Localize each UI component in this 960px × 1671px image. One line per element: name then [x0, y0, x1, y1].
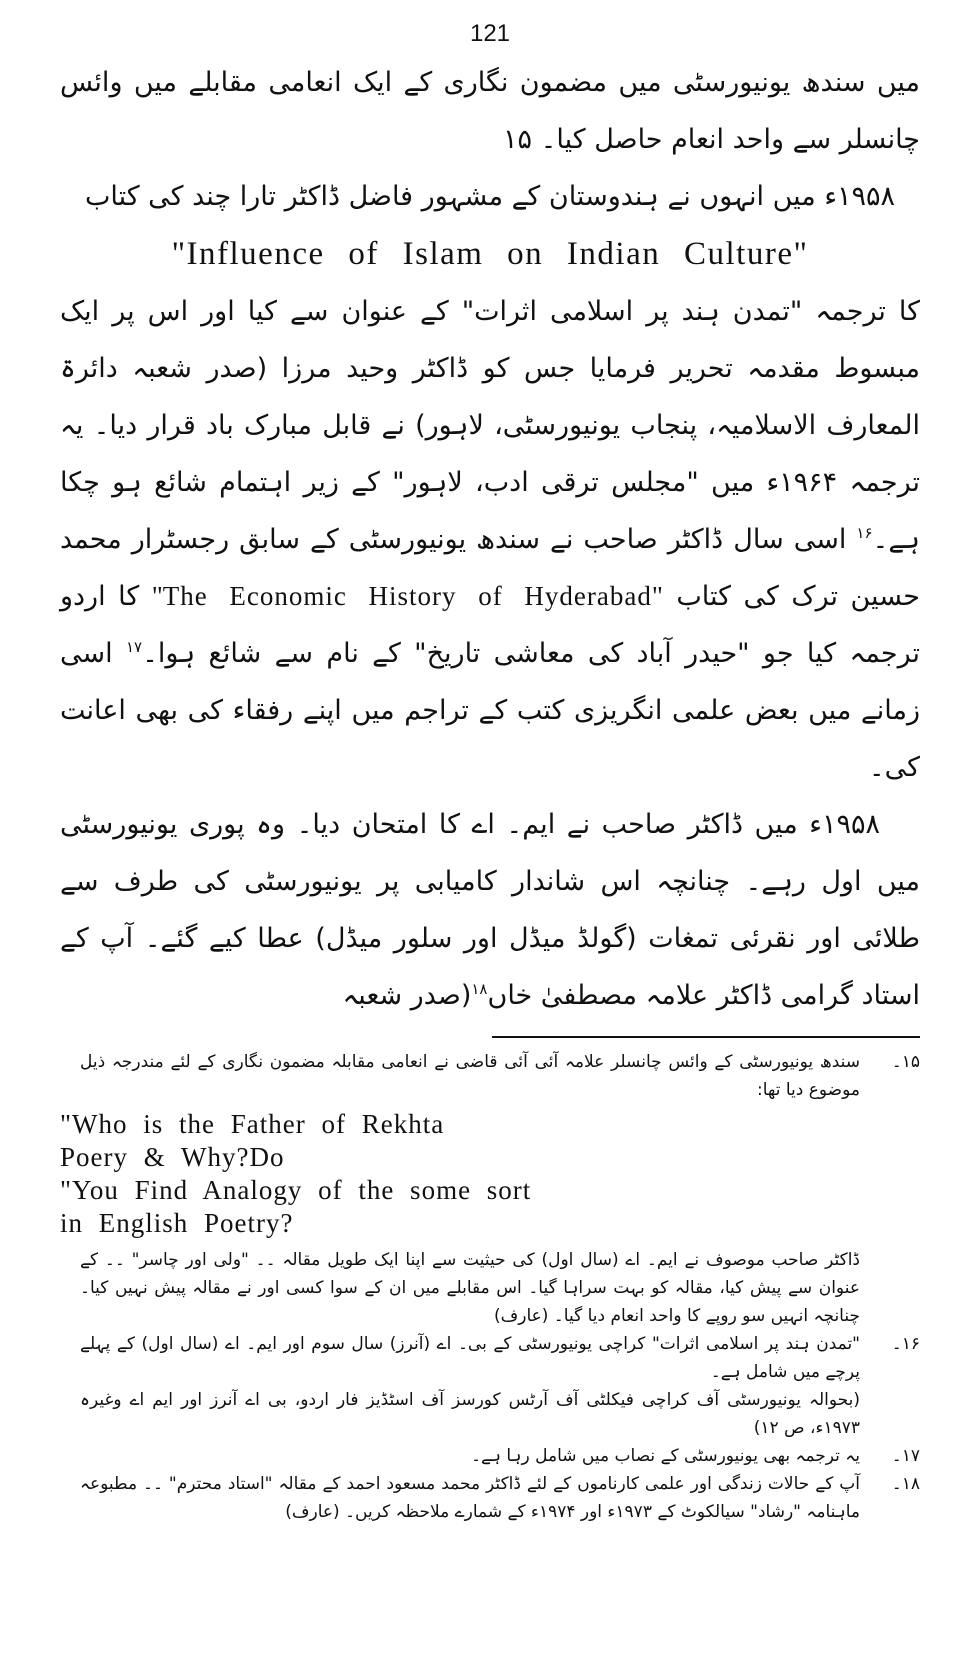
paragraph-1-text: میں سندھ یونیورسٹی میں مضمون نگاری کے ایک انعامی مقابلے میں وائس چانسلر سے واحد انعام حاصل کیا۔	[60, 67, 920, 155]
paragraph-3-text: کا ترجمہ "تمدن ہند پر اسلامی اثرات" کے عنوان سے کیا اور اس پر ایک مبسوط مقدمہ تحریر فرمایا جس کو ڈاکٹر وحید مرزا (صدر شعبہ دائرۃ المعارف الاسلامیہ، پنجاب یونیورسٹی، لاہور) نے قابل مبارک باد قرار دیا۔ یہ ترجمہ ۱۹۶۴ء میں "مجلس ترقی ادب، لاہور" کے زیر اہتمام شائع ہو چکا ہے۔	[60, 296, 920, 555]
footnote-15-english-topic	[60, 1108, 920, 1240]
footnote-16	[60, 1330, 920, 1386]
footnote-16-citation: (بحوالہ یونیورسٹی آف کراچی فیکلٹی آف آرٹس کورسز آف اسٹڈیز فار اردو، بی اے آنرز اور ایم اے وغیرہ ۱۹۷۳ء، ص ۱۲)	[80, 1390, 860, 1438]
paragraph-3b-text: اسی سال ڈاکٹر صاحب نے سندھ یونیورسٹی کے سابق رجسٹرار محمد حسین ترک کی کتاب	[60, 524, 920, 612]
english-topic-line: "You Find Analogy of the some sort	[60, 1175, 532, 1205]
footnote-number: ۱۷۔	[891, 1446, 920, 1466]
paragraph-3	[60, 283, 920, 796]
paragraph-4-end: (صدر شعبہ	[342, 980, 472, 1011]
paragraph-3c-text: کا اردو ترجمہ کیا جو "حیدر آباد کی معاشی تاریخ" کے نام سے شائع ہوا۔	[60, 581, 920, 669]
footnote-17	[60, 1442, 920, 1470]
footnote-text: سندھ یونیورسٹی کے وائس چانسلر علامہ آئی آئی قاضی نے انعامی مقابلہ مضمون نگاری کے لئے مندرجہ ذیل موضوع دیا تھا:	[80, 1052, 860, 1100]
footnote-text: "تمدن ہند پر اسلامی اثرات" کراچی یونیورسٹی کے بی۔ اے (آنرز) سال سوم اور ایم۔ اے (سال اول) کے پہلے پرچے میں شامل ہے۔	[80, 1334, 860, 1382]
book-title-english-2: "The Economic History of Hyderabad"	[151, 581, 664, 611]
english-topic-line: in English Poetry?	[60, 1208, 294, 1238]
footnote-15	[60, 1048, 920, 1104]
page-number: 121	[469, 20, 511, 47]
footnotes	[60, 1048, 920, 1526]
footnote-18	[60, 1470, 920, 1526]
english-topic-line: "Who is the Father of Rekhta	[60, 1109, 445, 1139]
footnote-number: ۱۵۔	[891, 1052, 920, 1072]
footnote-number: ۱۶۔	[891, 1334, 920, 1354]
footnote-ref-16: ۱۶	[856, 524, 873, 542]
paragraph-4-text: ۱۹۵۸ء میں ڈاکٹر صاحب نے ایم۔ اے کا امتحان دیا۔ وہ پوری یونیورسٹی میں اول رہے۔ چنانچہ اس شاندار کامیابی پر یونیورسٹی کی طرف سے طلائی اور نقرئی تمغات (گولڈ میڈل اور سلور میڈل) عطا کیے گئے۔ آپ کے استاد گرامی ڈاکٹر علامہ مصطفیٰ خاں	[60, 809, 920, 1011]
paragraph-3d-text: اسی زمانے میں بعض علمی انگریزی کتب کے تراجم میں اپنے رفقاء کی بھی اعانت کی۔	[60, 638, 920, 783]
footnote-text: آپ کے حالات زندگی اور علمی کارناموں کے لئے ڈاکٹر محمد مسعود احمد کے مقالہ "استاد محترم" ۔۔ مطبوعہ ماہنامہ "رشاد" سیالکوٹ کے ۱۹۷۳ء اور ۱۹۷۴ء کے شمارے ملاحظہ کریں۔ (عارف)	[80, 1474, 860, 1522]
footnote-text: یہ ترجمہ بھی یونیورسٹی کے نصاب میں شامل رہا ہے۔	[471, 1446, 860, 1466]
footnote-number: ۱۸۔	[891, 1474, 920, 1494]
footnote-ref-17: ۱۷	[125, 638, 143, 656]
paragraph-1	[60, 54, 920, 168]
paragraph-4	[60, 796, 920, 1024]
footnote-ref-18: ۱۸	[471, 980, 488, 998]
english-topic-line: Poery & Why?Do	[60, 1142, 285, 1172]
footnote-15-note: ڈاکٹر صاحب موصوف نے ایم۔ اے (سال اول) کی حیثیت سے اپنا ایک طویل مقالہ ۔۔ "ولی اور چاسر" ۔۔ کے عنوان سے پیش کیا، مقالہ کو بہت سراہا گیا۔ اس مقابلے میں ان کے سوا کسی اور نے مقالہ پیش نہیں کیا۔ چنانچہ انہیں سو روپے کا واحد انعام دیا گیا۔ (عارف)	[80, 1250, 860, 1326]
book-title-english: "Influence of Islam on Indian Culture"	[171, 236, 809, 272]
footnote-divider	[492, 1036, 920, 1038]
paragraph-2: ۱۹۵۸ء میں انہوں نے ہندوستان کے مشہور فاضل ڈاکٹر تارا چند کی کتاب	[84, 181, 896, 212]
footnote-ref-15: ۱۵	[502, 124, 532, 155]
